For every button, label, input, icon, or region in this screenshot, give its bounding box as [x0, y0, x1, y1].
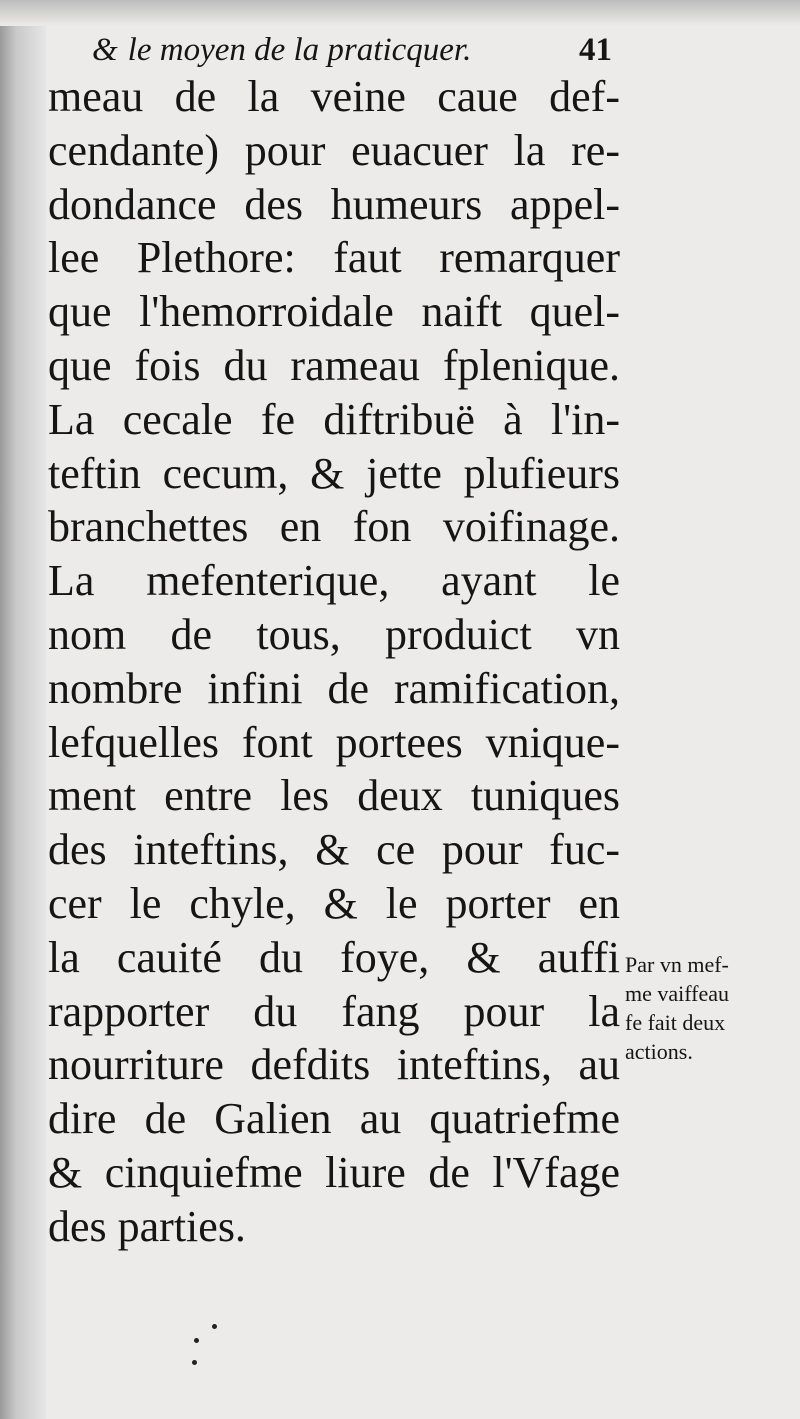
text-line: branchettes en fon voifinage.	[48, 502, 620, 552]
text-line: cer le chyle, & le porter en	[48, 878, 620, 928]
header-ornament: &	[92, 32, 118, 68]
text-line: la cauité du foye, & auffi	[48, 932, 620, 982]
text-line: que l'hemorroidale naift quel-	[48, 287, 620, 337]
text-line: La mefenterique, ayant le	[48, 556, 620, 606]
running-header	[92, 26, 612, 76]
text-line: dondance des humeurs appel-	[48, 179, 620, 229]
text-line: que fois du rameau fplenique.	[48, 340, 620, 390]
page-gutter-shadow	[0, 0, 46, 1419]
text-line: rapporter du fang pour la	[48, 986, 620, 1036]
ink-dot	[194, 1338, 199, 1343]
text-line: & cinquiefme liure de l'Vfage	[48, 1147, 620, 1197]
main-text-block	[48, 70, 620, 1254]
text-line: lefquelles font portees vnique-	[48, 717, 620, 767]
running-title: le moyen de la praticquer.	[127, 32, 472, 68]
text-line: dire de Galien au quatriefme	[48, 1094, 620, 1144]
text-line: lee Plethore: faut remarquer	[48, 233, 620, 283]
marginal-note-line: actions.	[625, 1039, 693, 1064]
text-line: ment entre les deux tuniques	[48, 771, 620, 821]
page-top-shadow	[0, 0, 800, 26]
text-line: nombre infini de ramification,	[48, 663, 620, 713]
text-line: La cecale fe diftribuë à l'in-	[48, 394, 620, 444]
marginal-note	[625, 950, 775, 1066]
text-line: meau de la veine caue def-	[48, 72, 620, 121]
text-line: des inteftins, & ce pour fuc-	[48, 825, 620, 875]
text-line: nourriture defdits inteftins, au	[48, 1040, 620, 1090]
ink-dot	[192, 1360, 197, 1365]
marginal-note-line: me vaiffeau	[625, 981, 730, 1006]
marginal-note-line: Par vn mef-	[625, 952, 729, 977]
page-number: 41	[579, 32, 612, 68]
text-line: nom de tous, produict vn	[48, 609, 620, 659]
marginal-note-line: fe fait deux	[625, 1010, 726, 1035]
text-line: teftin cecum, & jette plufieurs	[48, 448, 620, 498]
printer-dots	[192, 1318, 232, 1368]
text-line-last: des parties.	[48, 1201, 246, 1251]
text-line: cendante) pour euacuer la re-	[48, 125, 620, 175]
ink-dot	[212, 1324, 217, 1329]
